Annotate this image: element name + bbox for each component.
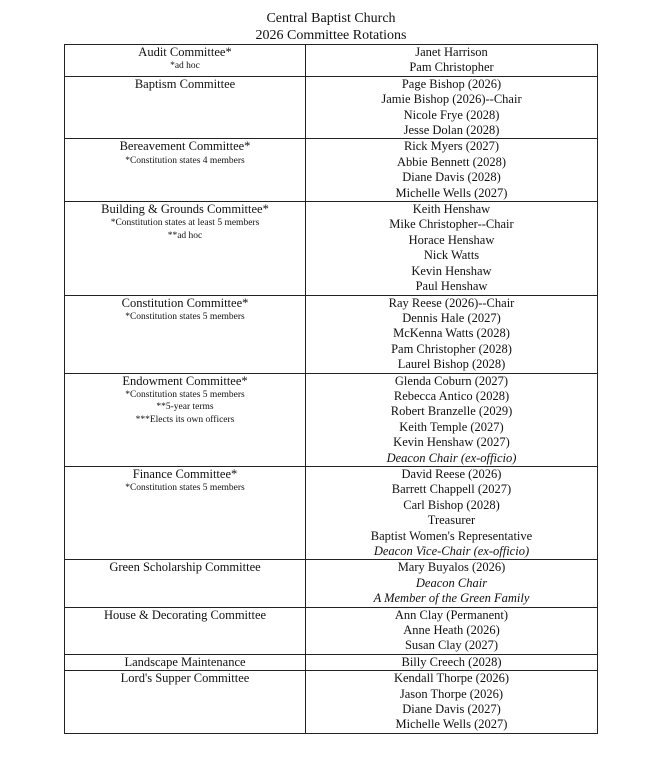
member-entry: Treasurer: [427, 513, 476, 528]
committee-rotation-table: [64, 44, 598, 734]
committee-note: *Constitution states 5 members: [125, 311, 245, 322]
members-cell: [306, 671, 598, 734]
member-entry: Horace Henshaw: [408, 232, 495, 247]
member-entry: Deacon Vice-Chair (ex-officio): [373, 544, 530, 558]
committee-row: [65, 607, 598, 654]
member-entry: Deacon Chair (ex-officio): [386, 450, 517, 465]
committee-cell: [65, 76, 306, 139]
committee-row: [65, 45, 598, 77]
members-cell: [306, 76, 598, 139]
committee-cell: [65, 671, 306, 734]
committee-cell: [65, 607, 306, 654]
committee-note: *ad hoc: [170, 61, 200, 72]
members-cell: [306, 560, 598, 607]
committee-name: Audit Committee*: [138, 45, 232, 59]
member-entry: Page Bishop (2026): [401, 76, 502, 91]
member-entry: Jamie Bishop (2026)--Chair: [381, 92, 522, 107]
committee-row: [65, 202, 598, 295]
committee-cell: [65, 202, 306, 295]
committee-name: Finance Committee*: [132, 466, 238, 481]
committee-cell: [65, 466, 306, 559]
member-entry: Ann Clay (Permanent): [394, 607, 509, 622]
document-subtitle: 2026 Committee Rotations: [255, 28, 407, 43]
committee-name: Landscape Maintenance: [124, 654, 246, 669]
committee-cell: [65, 295, 306, 373]
members-cell: [306, 45, 598, 77]
members-cell: [306, 295, 598, 373]
member-entry: Deacon Chair: [415, 575, 488, 590]
member-entry: Glenda Coburn (2027): [394, 373, 509, 388]
member-entry: Anne Heath (2026): [403, 623, 500, 638]
member-entry: Carl Bishop (2028): [403, 497, 500, 512]
member-entry: Abbie Bennett (2028): [396, 154, 506, 169]
member-entry: Diane Davis (2027): [402, 702, 501, 717]
committee-note: **5-year terms: [156, 402, 214, 413]
member-entry: Billy Creech (2028): [401, 654, 502, 669]
church-name: Central Baptist Church: [266, 11, 396, 26]
committee-row: [65, 671, 598, 734]
committee-name: Constitution Committee*: [121, 295, 249, 310]
member-entry: Janet Harrison: [415, 45, 488, 59]
members-cell: [306, 466, 598, 559]
committee-note: *Constitution states 4 members: [125, 155, 245, 166]
member-entry: Robert Branzelle (2029): [390, 404, 513, 419]
committee-name: Lord's Supper Committee: [120, 671, 250, 686]
committee-cell: [65, 373, 306, 466]
member-entry: Michelle Wells (2027): [395, 185, 508, 200]
member-entry: Keith Temple (2027): [399, 419, 504, 434]
committee-cell: [65, 560, 306, 607]
members-cell: [306, 139, 598, 202]
member-entry: Diane Davis (2028): [402, 170, 501, 185]
member-entry: Jason Thorpe (2026): [399, 686, 504, 701]
committee-note: *Constitution states 5 members: [125, 389, 245, 400]
committee-row: [65, 373, 598, 466]
committee-name: Bereavement Committee*: [119, 139, 251, 154]
committee-name: Green Scholarship Committee: [109, 560, 261, 575]
member-entry: Pam Christopher: [409, 60, 494, 75]
member-entry: Keith Henshaw: [412, 202, 491, 217]
member-entry: Nick Watts: [423, 248, 480, 263]
committee-row: [65, 654, 598, 670]
committee-row: [65, 139, 598, 202]
member-entry: Mary Buyalos (2026): [397, 560, 506, 575]
document-header: [64, 10, 598, 44]
member-entry: Laurel Bishop (2028): [397, 357, 506, 372]
member-entry: Kendall Thorpe (2026): [393, 671, 509, 686]
member-entry: Pam Christopher (2028): [391, 341, 512, 356]
committee-row: [65, 466, 598, 559]
committee-note: ***Elects its own officers: [135, 414, 235, 425]
committee-row: [65, 76, 598, 139]
member-entry: David Reese (2026): [401, 466, 502, 481]
member-entry: Nicole Frye (2028): [403, 107, 500, 122]
member-entry: Jesse Dolan (2028): [403, 123, 500, 138]
member-entry: Barrett Chappell (2027): [391, 482, 512, 497]
committee-note: **ad hoc: [167, 230, 203, 241]
committee-row: [65, 560, 598, 607]
member-entry: Paul Henshaw: [415, 279, 488, 294]
committee-row: [65, 295, 598, 373]
member-entry: Kevin Henshaw (2027): [393, 435, 510, 450]
members-cell: [306, 202, 598, 295]
members-cell: [306, 373, 598, 466]
member-entry: Baptist Women's Representative: [370, 528, 533, 543]
committee-name: Baptism Committee: [134, 76, 236, 91]
member-entry: Rick Myers (2027): [403, 139, 500, 154]
member-entry: Dennis Hale (2027): [402, 310, 501, 325]
committee-cell: [65, 45, 306, 77]
member-entry: Ray Reese (2026)--Chair: [388, 295, 515, 310]
committee-name: Building & Grounds Committee*: [101, 202, 269, 217]
member-entry: Rebecca Antico (2028): [393, 388, 510, 403]
member-entry: Susan Clay (2027): [404, 638, 499, 653]
member-entry: Michelle Wells (2027): [395, 717, 508, 732]
committee-name: Endowment Committee*: [122, 373, 248, 388]
committee-note: *Constitution states 5 members: [125, 483, 245, 494]
members-cell: [306, 654, 598, 670]
members-cell: [306, 607, 598, 654]
committee-cell: [65, 654, 306, 670]
member-entry: Mike Christopher--Chair: [389, 217, 514, 232]
committee-cell: [65, 139, 306, 202]
committee-rows: [65, 45, 598, 734]
committee-name: House & Decorating Committee: [103, 607, 267, 622]
member-entry: McKenna Watts (2028): [393, 326, 510, 341]
member-entry: A Member of the Green Family: [373, 591, 530, 606]
committee-note: *Constitution states at least 5 members: [110, 218, 260, 229]
member-entry: Kevin Henshaw: [411, 263, 492, 278]
